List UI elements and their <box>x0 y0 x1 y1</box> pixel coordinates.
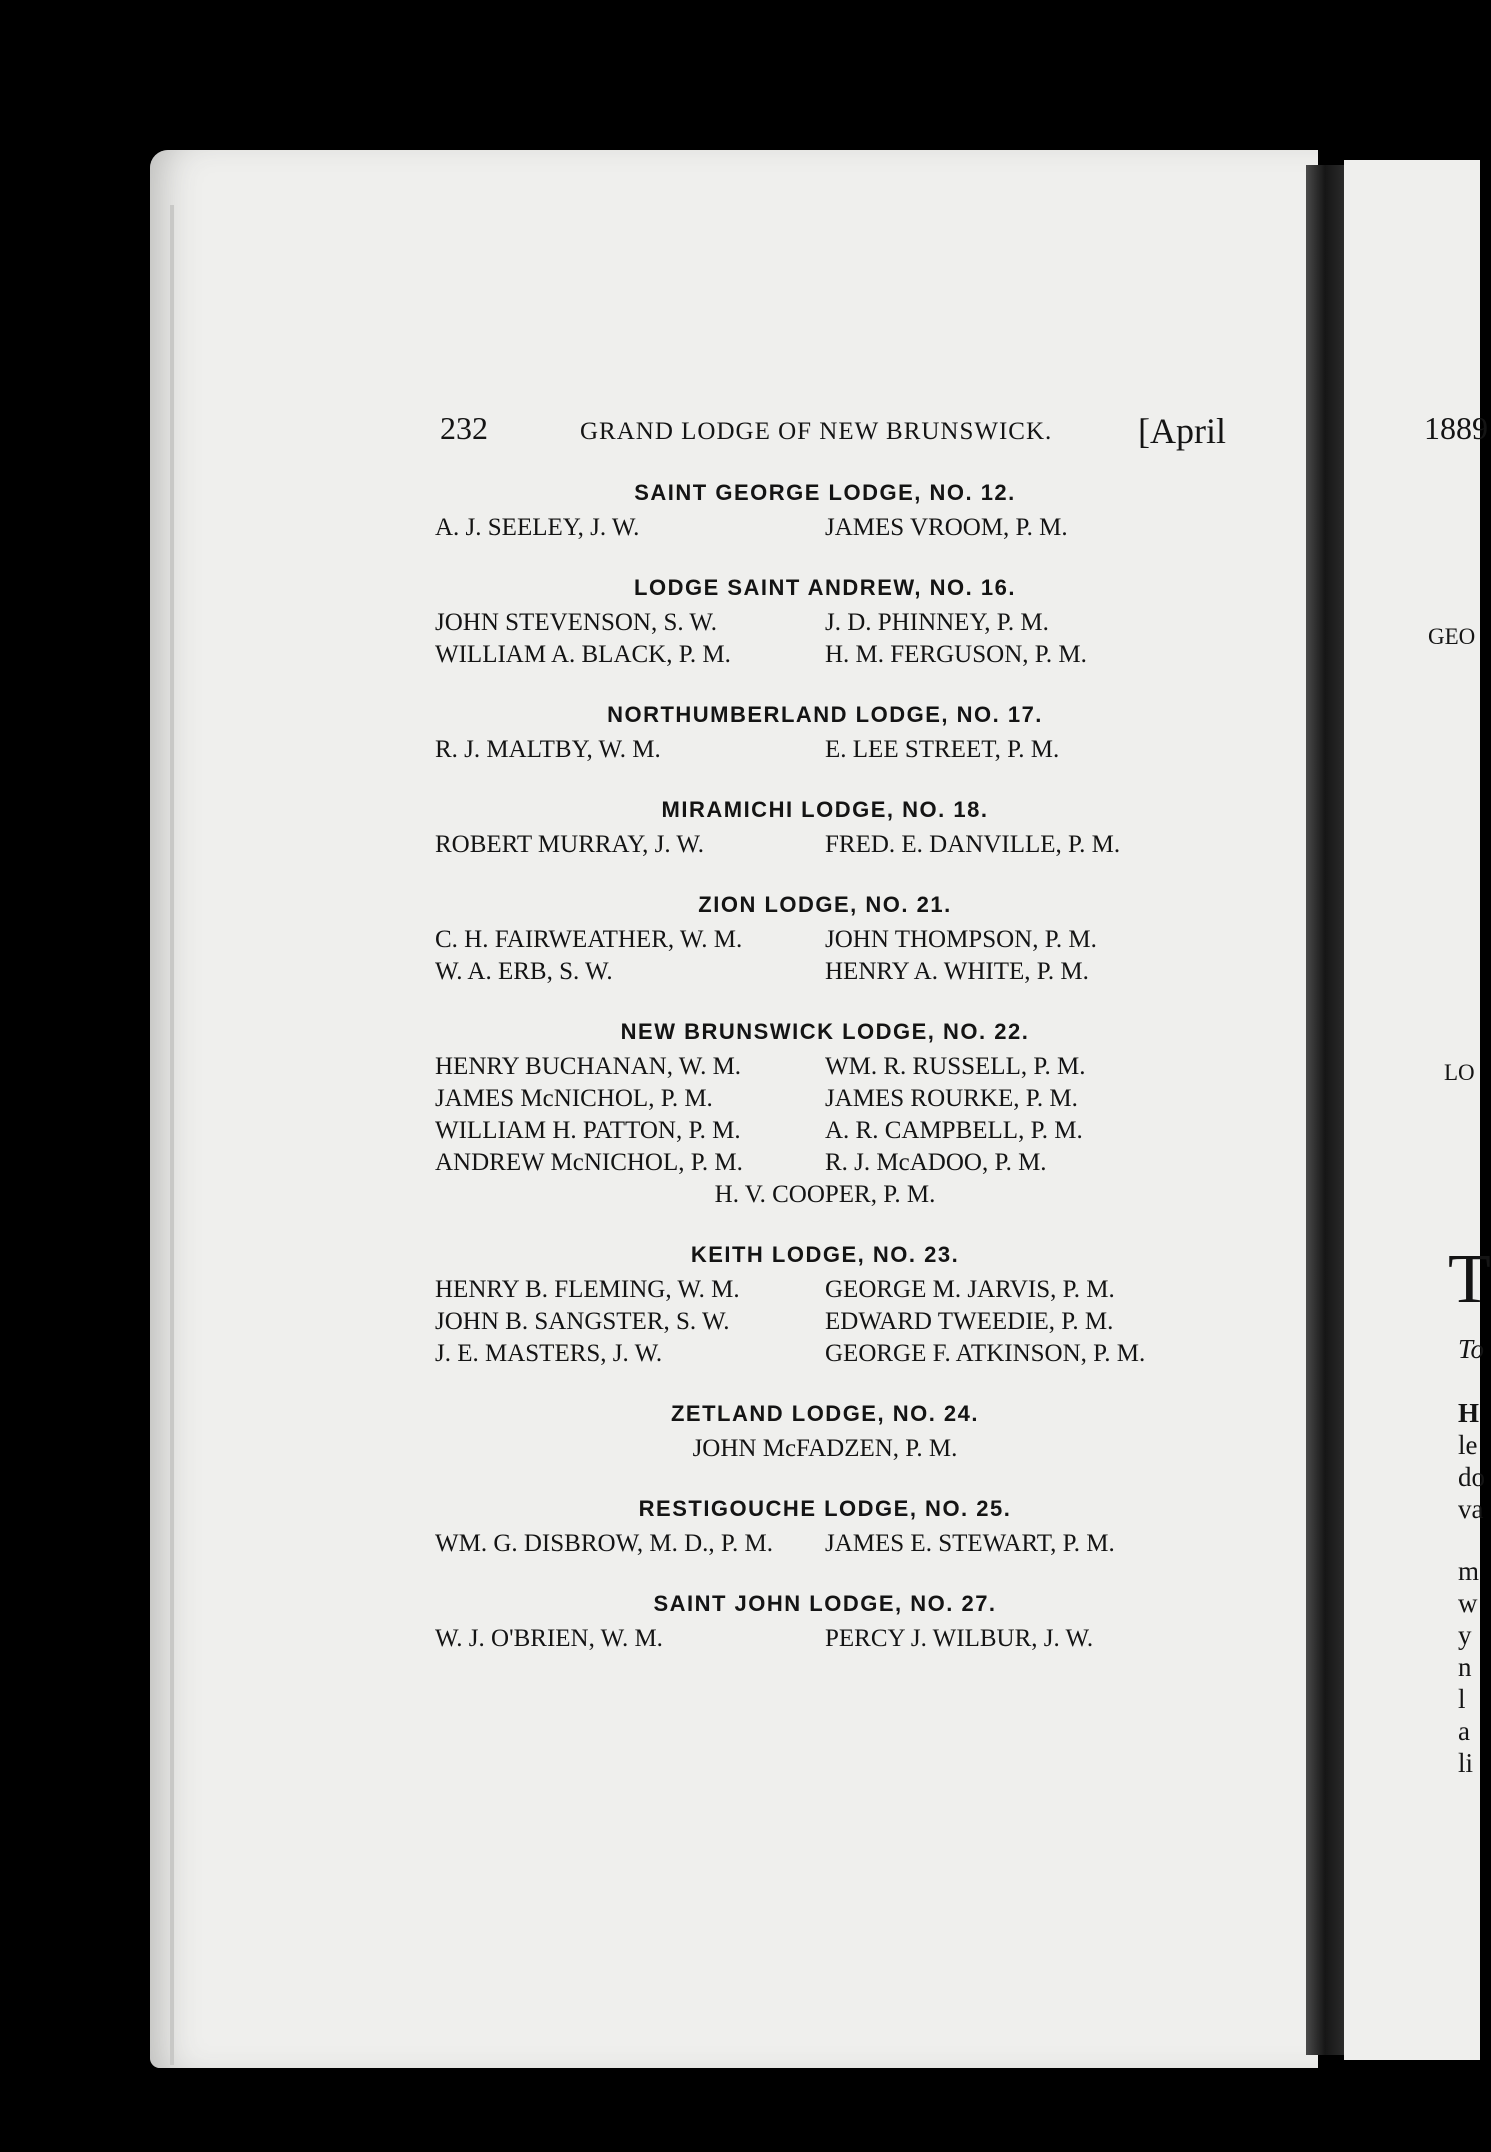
lodge-member: WILLIAM A. BLACK, P. M. <box>435 641 731 668</box>
lodge-title: ZETLAND LODGE, NO. 24. <box>670 1401 980 1426</box>
lodge-members <box>435 1433 1215 1464</box>
lodge-member: W. J. O'BRIEN, W. M. <box>435 1625 663 1652</box>
facing-fragment: To <box>1458 1334 1485 1364</box>
lodge-members <box>435 512 1215 543</box>
lodge-member: R. J. McADOO, P. M. <box>825 1149 1047 1176</box>
lodge-member: ANDREW McNICHOL, P. M. <box>435 1149 743 1176</box>
lodge-title: KEITH LODGE, NO. 23. <box>690 1242 960 1267</box>
facing-fragment: LO <box>1444 1060 1475 1085</box>
running-month: [April <box>1138 411 1226 451</box>
lodge-member: JAMES ROURKE, P. M. <box>825 1085 1078 1112</box>
lodge-member: HENRY BUCHANAN, W. M. <box>435 1053 742 1080</box>
facing-fragment: y <box>1458 1620 1472 1650</box>
lodge-member: R. J. MALTBY, W. M. <box>435 736 661 763</box>
lodge-member: C. H. FAIRWEATHER, W. M. <box>435 926 743 953</box>
lodge-member: A. R. CAMPBELL, P. M. <box>825 1117 1083 1144</box>
lodge-member: HENRY B. FLEMING, W. M. <box>435 1276 740 1303</box>
lodge-member: JOHN STEVENSON, S. W. <box>435 609 717 636</box>
lodge-member: JAMES McNICHOL, P. M. <box>435 1085 713 1112</box>
lodge-member: JAMES E. STEWART, P. M. <box>825 1530 1115 1557</box>
facing-fragment: l <box>1458 1684 1466 1714</box>
facing-fragment: H <box>1458 1398 1480 1428</box>
lodge-section <box>435 480 1215 543</box>
facing-fragment: 1889 <box>1424 410 1488 446</box>
lodge-member: EDWARD TWEEDIE, P. M. <box>825 1308 1114 1335</box>
lodge-member: JAMES VROOM, P. M. <box>825 514 1068 541</box>
lodge-member: W. A. ERB, S. W. <box>435 958 613 985</box>
facing-fragment: GEO <box>1428 624 1476 649</box>
lodge-title: LODGE SAINT ANDREW, NO. 16. <box>634 575 1016 600</box>
lodge-member: WILLIAM H. PATTON, P. M. <box>435 1117 741 1144</box>
lodge-members <box>435 607 1215 670</box>
lodge-member: J. E. MASTERS, J. W. <box>435 1340 663 1367</box>
lodge-section <box>435 1591 1215 1654</box>
lodge-members <box>435 1274 1215 1369</box>
facing-fragment: le <box>1458 1430 1478 1460</box>
lodge-title: ZION LODGE, NO. 21. <box>698 892 952 917</box>
lodge-member: JOHN THOMPSON, P. M. <box>825 926 1097 953</box>
lodge-section <box>435 1401 1215 1464</box>
lodge-section <box>435 892 1215 987</box>
lodge-section <box>435 1019 1215 1210</box>
facing-fragment: a <box>1458 1716 1470 1746</box>
lodge-title: SAINT GEORGE LODGE, NO. 12. <box>634 480 1016 505</box>
lodge-members <box>435 734 1215 765</box>
lodge-title: MIRAMICHI LODGE, NO. 18. <box>661 797 989 822</box>
running-header <box>440 410 1230 460</box>
facing-fragment: va <box>1458 1494 1484 1524</box>
lodge-list <box>435 480 1215 1686</box>
lodge-title: NORTHUMBERLAND LODGE, NO. 17. <box>607 702 1043 727</box>
lodge-member: GEORGE M. JARVIS, P. M. <box>825 1276 1115 1303</box>
lodge-section <box>435 575 1215 670</box>
lodge-members <box>435 1623 1215 1654</box>
lodge-member: H. M. FERGUSON, P. M. <box>825 641 1087 668</box>
lodge-member: A. J. SEELEY, J. W. <box>435 514 640 541</box>
lodge-members <box>435 1528 1215 1559</box>
lodge-title: NEW BRUNSWICK LODGE, NO. 22. <box>620 1019 1030 1044</box>
lodge-members <box>435 829 1215 860</box>
lodge-member: PERCY J. WILBUR, J. W. <box>825 1625 1094 1652</box>
lodge-title: SAINT JOHN LODGE, NO. 27. <box>653 1591 997 1616</box>
running-title: GRAND LODGE OF NEW BRUNSWICK. <box>580 418 1053 445</box>
lodge-section <box>435 702 1215 765</box>
lodge-member: HENRY A. WHITE, P. M. <box>825 958 1089 985</box>
facing-fragment: T <box>1448 1241 1491 1318</box>
facing-fragment: do <box>1458 1462 1485 1492</box>
lodge-section <box>435 1496 1215 1559</box>
lodge-member: JOHN B. SANGSTER, S. W. <box>435 1308 730 1335</box>
facing-fragment: li <box>1458 1748 1474 1778</box>
lodge-section <box>435 1242 1215 1369</box>
lodge-title: RESTIGOUCHE LODGE, NO. 25. <box>638 1496 1012 1521</box>
book-gutter <box>1306 165 1344 2055</box>
lodge-member: E. LEE STREET, P. M. <box>825 736 1060 763</box>
lodge-member: WM. R. RUSSELL, P. M. <box>825 1053 1086 1080</box>
lodge-members <box>435 1051 1215 1210</box>
page-number: 232 <box>440 410 488 446</box>
lodge-member: WM. G. DISBROW, M. D., P. M. <box>435 1530 774 1557</box>
lodge-member: J. D. PHINNEY, P. M. <box>825 609 1049 636</box>
facing-fragment: w <box>1458 1588 1478 1618</box>
lodge-member: GEORGE F. ATKINSON, P. M. <box>825 1340 1146 1367</box>
lodge-members <box>435 924 1215 987</box>
lodge-member: H. V. COOPER, P. M. <box>714 1181 936 1208</box>
lodge-member: FRED. E. DANVILLE, P. M. <box>825 831 1121 858</box>
facing-fragment: m <box>1458 1556 1480 1586</box>
page-edge-shadow <box>170 205 174 2065</box>
lodge-member: JOHN McFADZEN, P. M. <box>692 1435 958 1462</box>
lodge-member: ROBERT MURRAY, J. W. <box>435 831 704 858</box>
lodge-section <box>435 797 1215 860</box>
facing-fragment: n <box>1458 1652 1472 1682</box>
